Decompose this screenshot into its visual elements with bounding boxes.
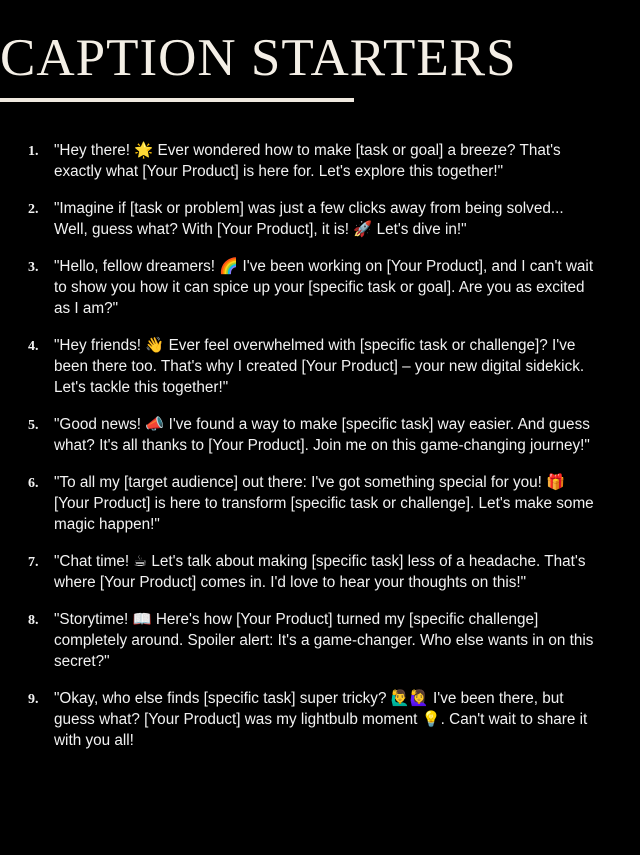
item-text: "Hey there! 🌟 Ever wondered how to make [task or goal] a breeze? That's exactly what [Your Product] is here for. Let's explore this together!": [54, 142, 561, 180]
list-item: [0, 414, 640, 456]
list-item: [0, 256, 640, 319]
item-text: "Hello, fellow dreamers! 🌈 I've been working on [Your Product], and I can't wait to show you how it can spice up your [specific task or goal]. Are you as excited as I am?": [54, 258, 594, 317]
item-text: "Storytime! 📖 Here's how [Your Product] turned my [specific challenge] completely around. Spoiler alert: It's a game-changer. Who else wants in on this secret?": [54, 611, 594, 670]
item-number: 5.: [28, 418, 39, 433]
item-number: 1.: [28, 144, 39, 159]
item-text: "Good news! 📣 I've found a way to make [specific task] way easier. And guess what? It's all thanks to [Your Product]. Join me on this game-changing journey!": [54, 416, 590, 454]
caption-list: [0, 140, 640, 767]
item-number: 9.: [28, 692, 39, 707]
item-number: 2.: [28, 202, 39, 217]
list-item: [0, 609, 640, 672]
item-number: 3.: [28, 260, 39, 275]
item-number: 4.: [28, 339, 39, 354]
item-number: 7.: [28, 555, 39, 570]
title-underline: [0, 98, 354, 102]
item-number: 6.: [28, 476, 39, 491]
list-item: [0, 688, 640, 751]
item-text: "Okay, who else finds [specific task] super tricky? 🙋‍♂️🙋‍♀️ I've been there, but guess what? [Your Product] was my lightbulb moment 💡. Can't wait to share it with you all!: [54, 690, 588, 749]
list-item: [0, 551, 640, 593]
list-item: [0, 140, 640, 182]
item-text: "Chat time! ☕ Let's talk about making [specific task] less of a headache. That's where [Your Product] comes in. I'd love to hear your thoughts on this!": [54, 553, 586, 591]
list-item: [0, 472, 640, 535]
item-text: "To all my [target audience] out there: I've got something special for you! 🎁 [Your Product] is here to transform [specific task or challenge]. Let's make some magic happen!": [54, 474, 594, 533]
item-text: "Imagine if [task or problem] was just a few clicks away from being solved... Well, guess what? With [Your Product], it is! 🚀 Let's dive in!": [54, 200, 564, 238]
list-item: [0, 198, 640, 240]
list-item: [0, 335, 640, 398]
item-text: "Hey friends! 👋 Ever feel overwhelmed with [specific task or challenge]? I've been there too. That's why I created [Your Product] – your new digital sidekick. Let's tackle this together!": [54, 337, 585, 396]
page-title: CAPTION STARTERS: [0, 29, 517, 87]
item-number: 8.: [28, 613, 39, 628]
